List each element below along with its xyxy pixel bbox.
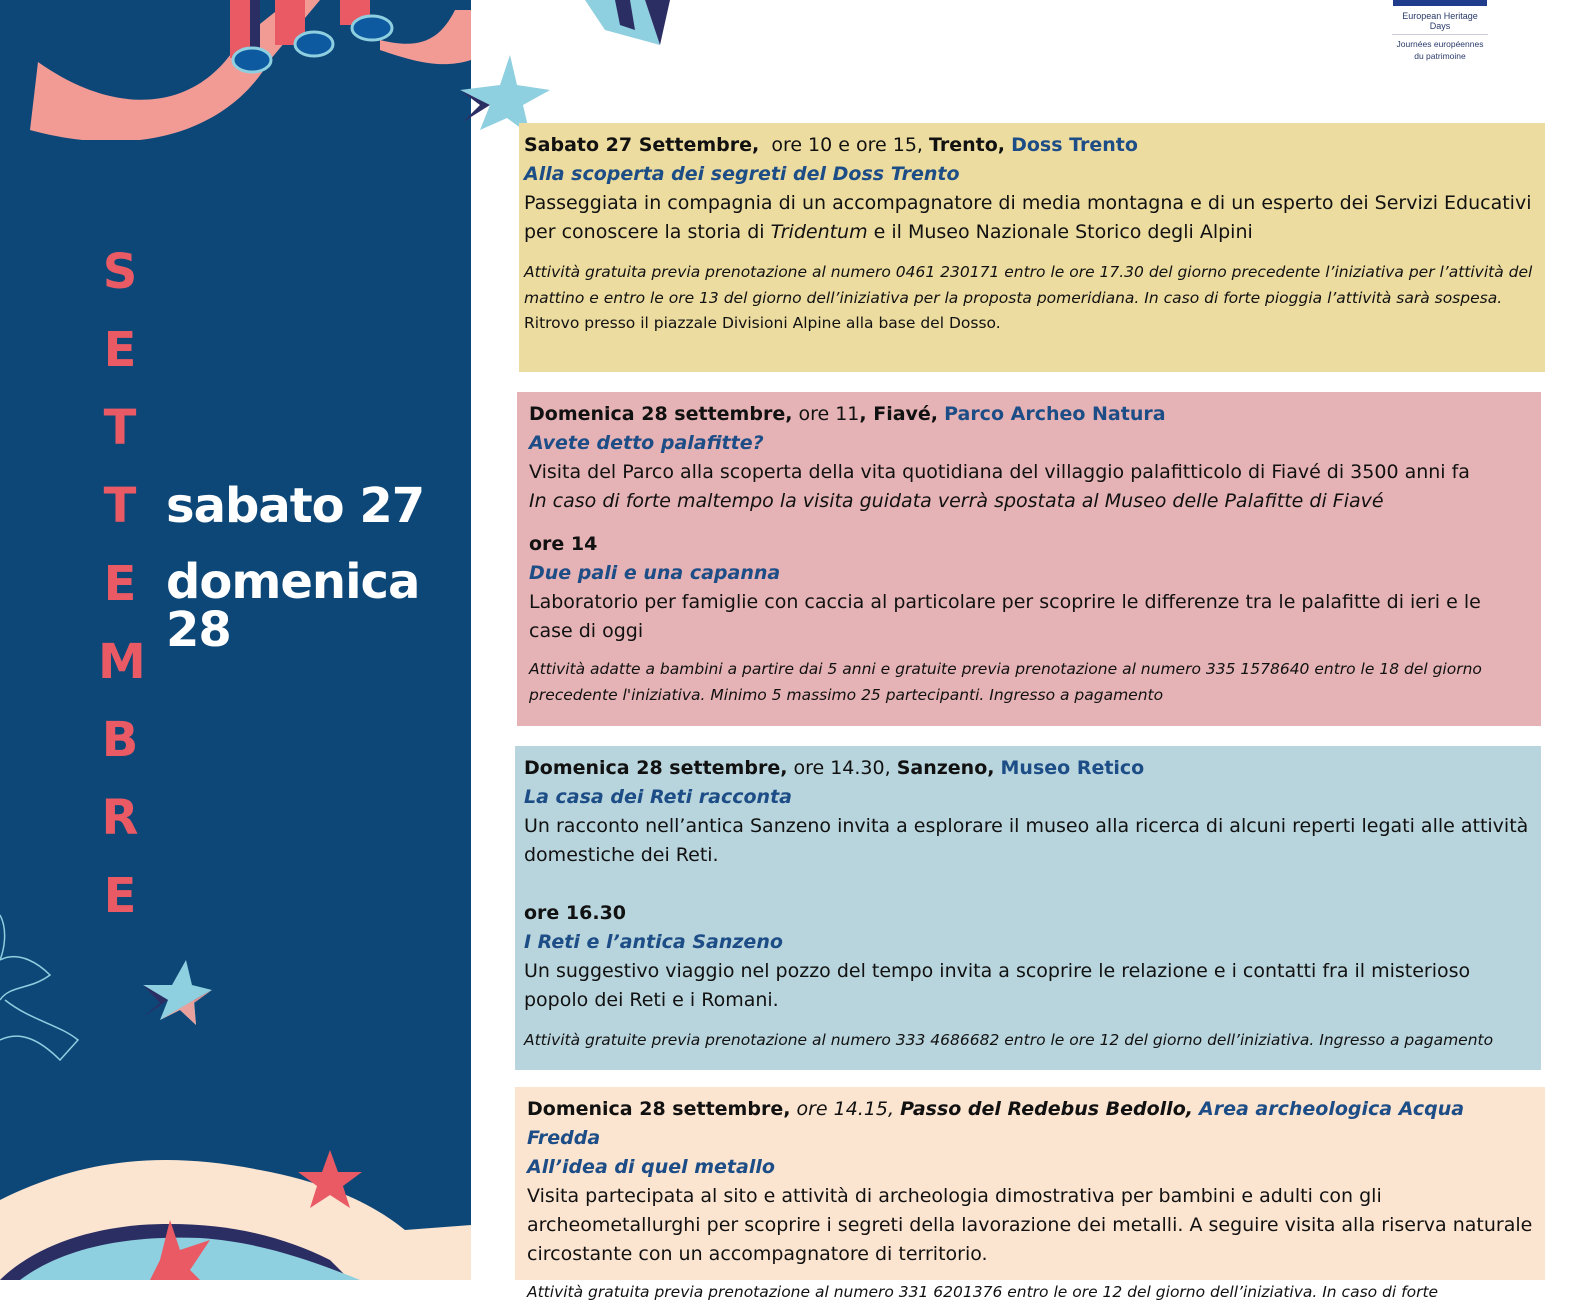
- event-time: ore 11: [792, 403, 860, 425]
- date-sunday: domenica 28: [166, 554, 420, 658]
- event-card-fiave: [517, 392, 1541, 726]
- event-card-acqua-fredda: [515, 1087, 1545, 1301]
- month-letter: B: [101, 712, 139, 768]
- event-description: Visita del Parco alla scoperta della vita quotidiana del villaggio palafitticolo di Fiavé di 3500 anni fa: [529, 461, 1470, 483]
- event-description-2: Un suggestivo viaggio nel pozzo del tempo invita a scoprire le relazione e i contatti fra il misterioso popolo dei Reti e i Romani.: [524, 960, 1471, 1011]
- event-description: Un racconto nell’antica Sanzeno invita a esplorare il museo alla ricerca di alcuni reperti legati alle attività domestiche dei Reti.: [524, 815, 1529, 866]
- event-venue: Parco Archeo Natura: [944, 403, 1166, 425]
- bird-outline-icon: [0, 910, 90, 1070]
- event-town: Sanzeno,: [896, 757, 995, 779]
- event-header: [529, 400, 1529, 429]
- month-letter: S: [102, 244, 138, 300]
- event-booking-note: Attività gratuita previa prenotazione al numero 331 6201376 entro le ore 12 del giorno dell’iniziativa. In caso di forte: [527, 1283, 1439, 1301]
- event-header: [524, 754, 1529, 783]
- event-day: Domenica 28 settembre,: [527, 1098, 791, 1120]
- event-booking-note: Attività gratuita previa prenotazione al numero 0461 230171 entro le ore 17.30 del giorno precedente l’iniziativa per l’attività del mattino e entro le ore 13 del giorno dell’iniziativa per la proposta pomeridiana. In caso di forte pioggia l’attività sarà sospesa.: [524, 263, 1533, 307]
- desc-text: Passeggiata in compagnia di un accompagnatore di media montagna e di un esperto dei Servizi Educativi per conoscere la storia di: [524, 192, 1532, 243]
- event-meeting-point: Ritrovo presso il piazzale Divisioni Alpine alla base del Dosso.: [524, 314, 1001, 332]
- event-description-2: Laboratorio per famiglie con caccia al particolare per scoprire le differenze tra le palafitte di ieri e le case di oggi: [529, 591, 1481, 642]
- event-booking-note: Attività adatte a bambini a partire dai 5 anni e gratuite previa prenotazione al numero 335 1578640 entro le 18 del giorno precedente l'iniziativa. Minimo 5 massimo 25 partecipanti. Ingresso a pagamento: [529, 660, 1482, 704]
- event-card-doss-trento: [519, 123, 1545, 372]
- event-town: Passo del Redebus Bedollo,: [900, 1098, 1193, 1120]
- month-letter: E: [103, 868, 137, 924]
- cloud-illustration: [0, 1110, 471, 1280]
- ribbon-illustration: [0, 0, 471, 140]
- event-venue: Area archeologica Acqua Fredda: [527, 1098, 1465, 1149]
- desc-text: e il Museo Nazionale Storico degli Alpini: [867, 221, 1253, 243]
- event-venue: Doss Trento: [1011, 134, 1138, 156]
- event-card-sanzeno: [515, 746, 1541, 1070]
- event-time-2: ore 16.30: [524, 902, 627, 924]
- event-time-2: ore 14: [529, 533, 598, 555]
- eu-flag-icon: [1393, 0, 1487, 6]
- event-weather-note: In caso di forte maltempo la visita guidata verrà spostata al Museo delle Palafitte di Fiavé: [529, 490, 1384, 512]
- event-title-2: I Reti e l’antica Sanzeno: [524, 931, 783, 953]
- month-letter: E: [103, 556, 137, 612]
- event-title: All’idea di quel metallo: [527, 1156, 775, 1178]
- event-town: , Fiavé,: [859, 403, 939, 425]
- event-time: ore 14.15,: [790, 1098, 901, 1120]
- event-header: [527, 1095, 1533, 1153]
- event-time: ore 10 e ore 15,: [759, 134, 930, 156]
- european-heritage-days-logo: [1392, 0, 1488, 62]
- event-description: [524, 189, 1533, 247]
- event-title: Alla scoperta dei segreti del Doss Trento: [524, 163, 960, 185]
- event-day: Sabato 27 Settembre,: [524, 134, 760, 156]
- date-saturday: sabato 27: [166, 478, 425, 534]
- event-title: Avete detto palafitte?: [529, 432, 764, 454]
- event-header: [524, 131, 1533, 160]
- event-town: Trento,: [929, 134, 1006, 156]
- month-letter: E: [103, 322, 137, 378]
- month-letter: R: [101, 790, 139, 846]
- left-panel: [0, 0, 471, 1280]
- event-title: La casa dei Reti racconta: [524, 786, 792, 808]
- month-letter: T: [103, 478, 137, 534]
- event-time: ore 14.30,: [787, 757, 897, 779]
- event-description: Visita partecipata al sito e attività di archeologia dimostrativa per bambini e adulti con gli archeometallurghi per scoprire i segreti della lavorazione dei metalli. A seguire visita alla riserva naturale circostante con un accompagnatore di territorio.: [527, 1185, 1533, 1265]
- logo-line-fr: [1392, 38, 1488, 62]
- event-title-2: Due pali e una capanna: [529, 562, 781, 584]
- event-venue: Museo Retico: [1000, 757, 1145, 779]
- logo-line-en: European Heritage Days: [1392, 11, 1488, 35]
- month-letter: M: [98, 634, 146, 690]
- event-day: Domenica 28 settembre,: [524, 757, 788, 779]
- logo-line-fr-1: Journées européennes: [1396, 39, 1484, 49]
- desc-italic: Tridentum: [770, 221, 868, 243]
- event-day: Domenica 28 settembre,: [529, 403, 793, 425]
- box-illustration: [585, 0, 675, 50]
- logo-line-fr-2: du patrimoine: [1414, 51, 1466, 61]
- star-icon: [138, 955, 218, 1035]
- month-letter: T: [103, 400, 137, 456]
- event-booking-note: Attività gratuite previa prenotazione al numero 333 4686682 entro le ore 12 del giorno dell’iniziativa. Ingresso a pagamento: [524, 1031, 1494, 1049]
